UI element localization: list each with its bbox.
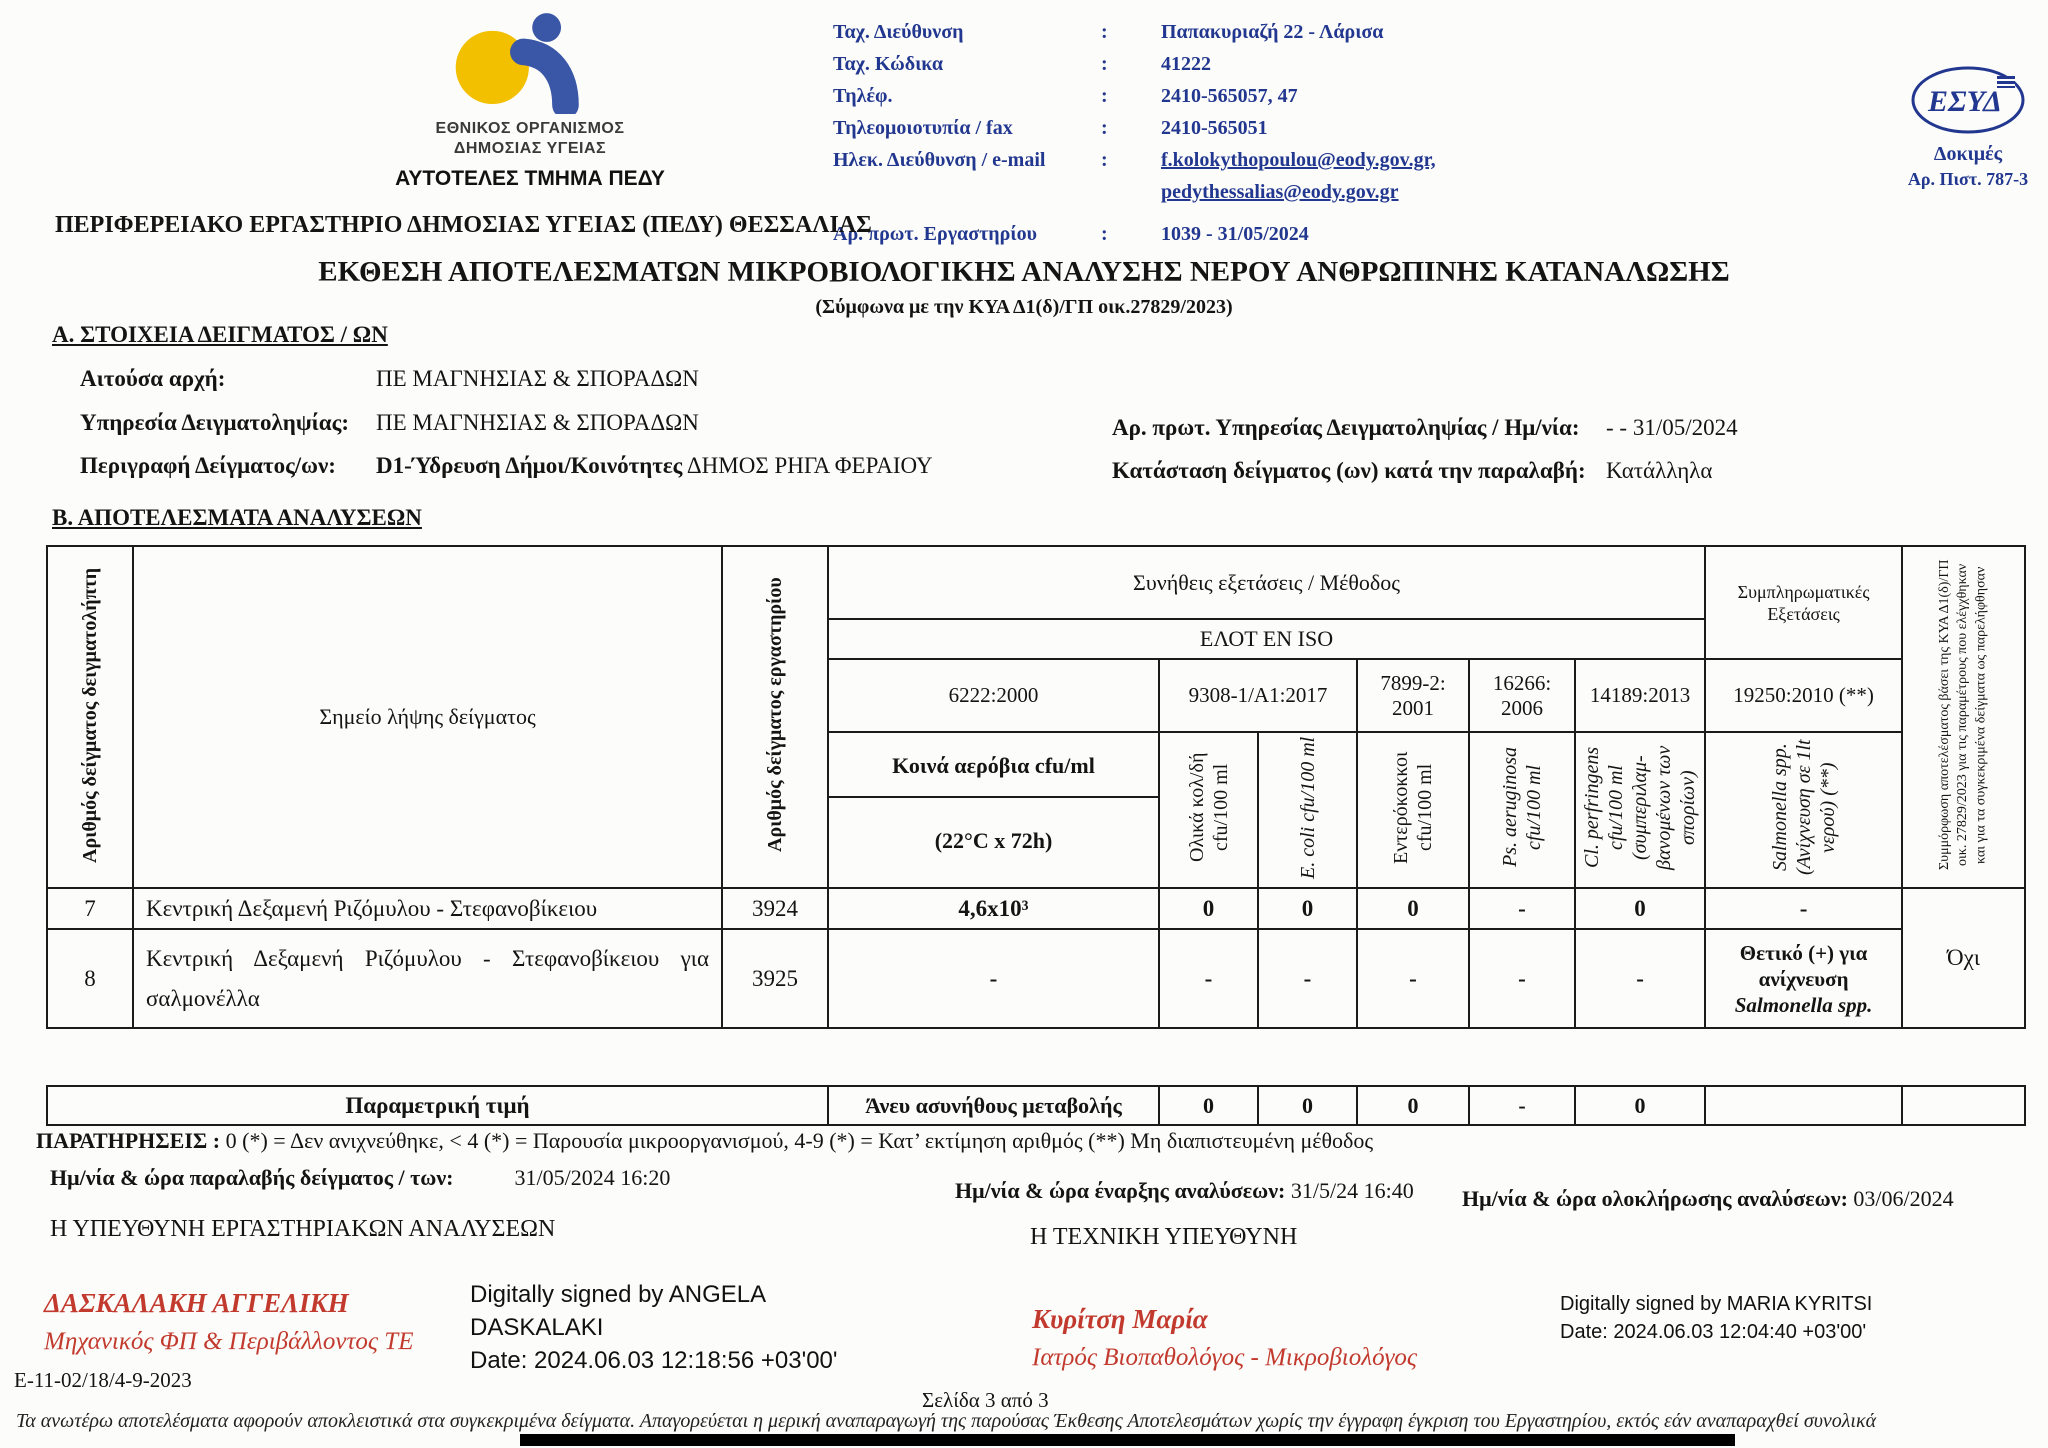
header-elot-en-iso: ΕΛΟΤ EN ISO bbox=[828, 619, 1705, 659]
org-dept: ΑΥΤΟΤΕΛΕΣ ΤΜΗΜΑ ΠΕΔΥ bbox=[395, 167, 665, 190]
document-title: ΕΚΘΕΣΗ ΑΠΟΤΕΛΕΣΜΑΤΩΝ ΜΙΚΡΟΒΙΟΛΟΓΙΚΗΣ ΑΝΑΛΥΣΗΣ ΝΕΡΟΥ ΑΝΘΡΩΠΙΝΗΣ ΚΑΤΑΝΑΛΩΣΗΣ bbox=[318, 256, 1730, 288]
parametric-ps-aeruginosa: - bbox=[1469, 1086, 1575, 1125]
phone-label: Τηλέφ. bbox=[833, 85, 893, 107]
cell-e-coli: 0 bbox=[1258, 888, 1357, 929]
colon: : bbox=[1101, 85, 1108, 107]
cell-salmonella-positive bbox=[1705, 929, 1902, 1028]
sample-description-value bbox=[376, 453, 933, 479]
parametric-total-coliforms: 0 bbox=[1159, 1086, 1258, 1125]
cell-lab-number: 3925 bbox=[722, 929, 828, 1028]
email-label: Ηλεκ. Διεύθυνση / e-mail bbox=[833, 149, 1046, 171]
lab-analyst-title: Η ΥΠΕΥΘΥΝΗ ΕΡΓΑΣΤΗΡΙΑΚΩΝ ΑΝΑΛΥΣΕΩΝ bbox=[50, 1216, 556, 1242]
cell-aerobic: - bbox=[828, 929, 1159, 1028]
header-std-16266: 16266: 2006 bbox=[1469, 659, 1575, 732]
col-header-common-tests: Συνήθεις εξετάσεις / Μέθοδος bbox=[828, 546, 1705, 619]
header-std-6222: 6222:2000 bbox=[828, 659, 1159, 732]
email-link-2[interactable]: pedythessalias@eody.gov.gr bbox=[1161, 181, 1399, 203]
fax-value: 2410-565051 bbox=[1161, 117, 1268, 139]
result-row-1 bbox=[47, 888, 2025, 929]
lab-analyst-role: Μηχανικός ΦΠ & Περιβάλλοντος ΤΕ bbox=[44, 1328, 414, 1355]
date-start-label: Ημ/νία & ώρα έναρξης αναλύσεων: bbox=[955, 1178, 1286, 1203]
cell-ps-aeruginosa: - bbox=[1469, 888, 1575, 929]
sample-condition-value: Κατάλληλα bbox=[1606, 458, 1713, 483]
col-header-cl-perfringens: Cl. perfringens cfu/100 ml (συμπεριλαμ- βανομένων των σπορίων) bbox=[1575, 732, 1705, 888]
header-std-19250: 19250:2010 (**) bbox=[1705, 659, 1902, 732]
cell-total-coliforms: - bbox=[1159, 929, 1258, 1028]
esyd-logo-icon bbox=[1909, 64, 2027, 136]
cell-enterococci: 0 bbox=[1357, 888, 1469, 929]
scan-artifact-bar bbox=[520, 1434, 1735, 1446]
observations-label: ΠΑΡΑΤΗΡΗΣΕΙΣ : bbox=[36, 1128, 221, 1153]
parametric-compliance bbox=[1902, 1086, 2025, 1125]
sample-description-code: D1-Ύδρευση Δήμοι/Κοινότητες bbox=[376, 453, 683, 478]
date-start-value: 31/5/24 16:40 bbox=[1290, 1178, 1414, 1203]
cell-compliance: Όχι bbox=[1902, 888, 2025, 1028]
observations-text: 0 (*) = Δεν ανιχνεύθηκε, < 4 (*) = Παρουσία μικροοργανισμού, 4-9 (*) = Κατ’ εκτίμηση αριθμός (**) Μη διαπιστευμένη μέθοδος bbox=[225, 1128, 1374, 1153]
address-value: Παπακυριαζή 22 - Λάρισα bbox=[1161, 21, 1384, 43]
colon: : bbox=[1101, 149, 1108, 171]
technical-manager-signature bbox=[1032, 1298, 1417, 1376]
col-header-enterococci: Εντερόκοκκοι cfu/100 ml bbox=[1357, 732, 1469, 888]
lab-protocol-value: 1039 - 31/05/2024 bbox=[1161, 223, 1309, 245]
colon: : bbox=[1101, 53, 1108, 75]
service-protocol-label: Αρ. πρωτ. Υπηρεσίας Δειγματοληψίας / Ημ/νία: bbox=[1112, 415, 1580, 440]
parametric-enterococci: 0 bbox=[1357, 1086, 1469, 1125]
date-received-value: 31/05/2024 16:20 bbox=[514, 1165, 671, 1190]
col-header-ps-aeruginosa: Ps. aeruginosa cfu/100 ml bbox=[1469, 732, 1575, 888]
phone-value: 2410-565057, 47 bbox=[1161, 85, 1298, 107]
header-std-9308: 9308-1/A1:2017 bbox=[1159, 659, 1357, 732]
address-label: Ταχ. Διεύθυνση bbox=[833, 21, 964, 43]
lab-protocol-label: Αρ. πρωτ. Εργαστηρίου bbox=[833, 223, 1037, 245]
digital-signed-by: Digitally signed by ANGELA DASKALAKI bbox=[470, 1281, 765, 1341]
zip-value: 41222 bbox=[1161, 53, 1211, 75]
sample-description-label: Περιγραφή Δείγματος/ων: bbox=[80, 453, 336, 478]
parametric-value-table bbox=[46, 1085, 2026, 1126]
parametric-aerobic: Άνευ ασυνήθους μεταβολής bbox=[828, 1086, 1159, 1125]
sample-condition-label: Κατάσταση δείγματος (ων) κατά την παραλαβή: bbox=[1112, 458, 1586, 483]
cell-total-coliforms: 0 bbox=[1159, 888, 1258, 929]
technical-manager-role: Ιατρός Βιοπαθολόγος - Μικροβιολόγος bbox=[1032, 1344, 1418, 1371]
requesting-authority-value: ΠΕ ΜΑΓΝΗΣΙΑΣ & ΣΠΟΡΑΔΩΝ bbox=[376, 366, 699, 391]
col-header-sampling-point: Σημείο λήψης δείγματος bbox=[133, 546, 722, 888]
parametric-cl-perfringens: 0 bbox=[1575, 1086, 1705, 1125]
header-std-14189: 14189:2013 bbox=[1575, 659, 1705, 732]
cell-ps-aeruginosa: - bbox=[1469, 929, 1575, 1028]
parametric-e-coli: 0 bbox=[1258, 1086, 1357, 1125]
cell-sample-number: 7 bbox=[47, 888, 133, 929]
lab-analyst-name: ΔΑΣΚΑΛΑΚΗ ΑΓΓΕΛΙΚΗ bbox=[44, 1288, 349, 1318]
date-received bbox=[50, 1165, 670, 1191]
digital-signed-date: Date: 2024.06.03 12:04:40 +03'00' bbox=[1560, 1321, 1867, 1343]
sampling-service-value: ΠΕ ΜΑΓΝΗΣΙΑΣ & ΣΠΟΡΑΔΩΝ bbox=[376, 410, 699, 435]
technical-manager-name: Κυρίτση Μαρία bbox=[1032, 1304, 1208, 1334]
colon: : bbox=[1101, 21, 1108, 43]
observations-line bbox=[36, 1128, 1373, 1154]
contact-block bbox=[833, 16, 1613, 250]
header-std-7899: 7899-2: 2001 bbox=[1357, 659, 1469, 732]
colon: : bbox=[1101, 117, 1108, 139]
salmonella-result-text: Θετικό (+) για ανίχνευση bbox=[1739, 940, 1868, 991]
cell-cl-perfringens: - bbox=[1575, 929, 1705, 1028]
sampling-service-label: Υπηρεσία Δειγματοληψίας: bbox=[80, 410, 349, 435]
document-subtitle: (Σύμφωνα με την ΚΥΑ Δ1(δ)/ΓΠ οικ.27829/2023) bbox=[815, 296, 1233, 318]
technical-manager-digital-signature bbox=[1560, 1290, 1872, 1346]
col-header-compliance: Συμμόρφωση αποτελέσματος βάσει της ΚΥΑ Δ1(δ)/ΓΠ οικ. 27829/2023 για τις παραμέτρους που ελέγχθηκαν και για τα συγκεκριμένα δείγματα ως παρελήφθησαν bbox=[1902, 546, 2025, 888]
col-header-e-coli: E. coli cfu/100 ml bbox=[1258, 732, 1357, 888]
esyd-cert-number: Αρ. Πιστ. 787-3 bbox=[1907, 169, 2029, 189]
parametric-salmonella bbox=[1705, 1086, 1902, 1125]
sample-description-municipality: ΔΗΜΟΣ ΡΗΓΑ ΦΕΡΑΙΟΥ bbox=[686, 453, 933, 478]
col-header-lab-number: Αριθμός δείγματος εργαστηρίου bbox=[722, 546, 828, 888]
colon: : bbox=[1101, 223, 1108, 245]
email-link-1[interactable]: f.kolokythopoulou@eody.gov.gr, bbox=[1161, 149, 1436, 171]
fax-label: Τηλεομοιοτυπία / fax bbox=[833, 117, 1013, 139]
parametric-label: Παραμετρική τιμή bbox=[47, 1086, 828, 1125]
technical-manager-title: Η ΤΕΧΝΙΚΗ ΥΠΕΥΘΥΝΗ bbox=[1030, 1224, 1298, 1250]
svg-text:ΕΣΥΔ: ΕΣΥΔ bbox=[1927, 85, 2003, 118]
cell-enterococci: - bbox=[1357, 929, 1469, 1028]
col-header-supplementary-tests: Συμπληρωματικές Εξετάσεις bbox=[1705, 546, 1902, 659]
cell-aerobic: 4,6x10³ bbox=[828, 888, 1159, 929]
section-a-heading: Α. ΣΤΟΙΧΕΙΑ ΔΕΙΓΜΑΤΟΣ / ΩΝ bbox=[52, 322, 388, 347]
org-name-line2: ΔΗΜΟΣΙΑΣ ΥΓΕΙΑΣ bbox=[453, 140, 607, 157]
cell-e-coli: - bbox=[1258, 929, 1357, 1028]
cell-salmonella: - bbox=[1705, 888, 1902, 929]
eody-logo-icon bbox=[435, 12, 625, 114]
salmonella-species: Salmonella spp. bbox=[1734, 992, 1873, 1017]
cell-lab-number: 3924 bbox=[722, 888, 828, 929]
cell-sample-number: 8 bbox=[47, 929, 133, 1028]
date-completed-label: Ημ/νία & ώρα ολοκλήρωσης αναλύσεων: bbox=[1462, 1186, 1848, 1211]
date-received-label: Ημ/νία & ώρα παραλαβής δείγματος / των: bbox=[50, 1165, 454, 1190]
org-name-line1: ΕΘΝΙΚΟΣ ΟΡΓΑΝΙΣΜΟΣ bbox=[435, 120, 625, 137]
col-header-total-coliforms: Ολικά κολ/δή cfu/100 ml bbox=[1159, 732, 1258, 888]
document-code: Ε-11-02/18/4-9-2023 bbox=[14, 1368, 192, 1392]
zip-label: Ταχ. Κώδικα bbox=[833, 53, 943, 75]
lab-analyst-digital-signature bbox=[470, 1278, 990, 1377]
col-header-aerobic-count: Κοινά αερόβια cfu/ml (22°C x 72h) bbox=[828, 732, 1159, 888]
lab-analyst-signature bbox=[44, 1282, 413, 1360]
footer-disclaimer: Τα ανωτέρω αποτελέσματα αφορούν αποκλειστικά στα συγκεκριμένα δείγματα. Απαγορεύεται η μερική αναπαραγωγή της παρούσας Έκθεσης Αποτελεσμάτων χωρίς την έγγραφη έγκριση του Εργαστηρίου, εκτός εάν αναπαραχθεί συνολικά bbox=[16, 1410, 1877, 1432]
section-b-heading: Β. ΑΠΟΤΕΛΕΣΜΑΤΑ ΑΝΑΛΥΣΕΩΝ bbox=[52, 505, 422, 530]
lab-name: ΠΕΡΙΦΕΡΕΙΑΚΟ ΕΡΓΑΣΤΗΡΙΟ ΔΗΜΟΣΙΑΣ ΥΓΕΙΑΣ (ΠΕΔΥ) ΘΕΣΣΑΛΙΑΣ bbox=[55, 212, 872, 238]
result-row-2 bbox=[47, 929, 2025, 1028]
requesting-authority-label: Αιτούσα αρχή: bbox=[80, 366, 226, 391]
digital-signed-date: Date: 2024.06.03 12:18:56 +03'00' bbox=[470, 1347, 838, 1374]
esyd-block bbox=[1893, 64, 2043, 190]
col-header-sampler-number: Αριθμός δείγματος δειγματολήπτη bbox=[47, 546, 133, 888]
date-completed bbox=[1462, 1186, 1954, 1212]
date-start bbox=[955, 1178, 1414, 1204]
col-header-salmonella: Salmonella spp. (Ανίχνευση σε 1lt νερού) (**) bbox=[1705, 732, 1902, 888]
date-completed-value: 03/06/2024 bbox=[1853, 1186, 1954, 1211]
cell-sampling-point: Κεντρική Δεξαμενή Ριζόμυλου - Στεφανοβίκειου για σαλμονέλλα bbox=[133, 929, 722, 1028]
digital-signed-by: Digitally signed by MARIA KYRITSI bbox=[1560, 1293, 1873, 1315]
esyd-sub-label: Δοκιμές bbox=[1933, 143, 2003, 165]
results-table bbox=[46, 545, 2026, 1029]
service-protocol-value: - - 31/05/2024 bbox=[1606, 415, 1738, 440]
page-number: Σελίδα 3 από 3 bbox=[922, 1388, 1049, 1412]
cell-cl-perfringens: 0 bbox=[1575, 888, 1705, 929]
eody-logo-block bbox=[330, 12, 730, 191]
cell-sampling-point: Κεντρική Δεξαμενή Ριζόμυλου - Στεφανοβίκειου bbox=[133, 888, 722, 929]
